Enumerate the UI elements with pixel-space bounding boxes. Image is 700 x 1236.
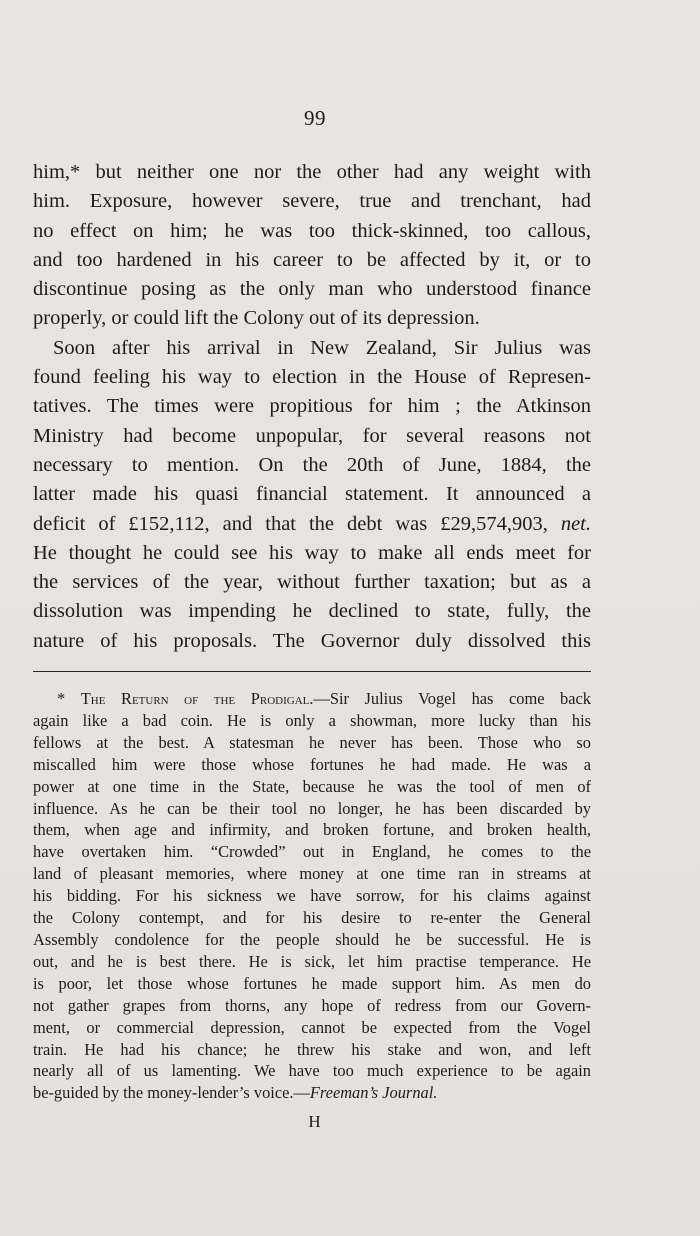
footnote-line: miscalled him were those whose fortunes he had made. He was a [33,754,591,774]
body-line: Ministry had become unpopular, for several reasons not [33,424,591,447]
paragraph-start-line: Soon after his arrival in New Zealand, Sir Julius was [53,336,591,359]
footnote-line: the Colony contempt, and for his desire to re-enter the General [33,908,591,928]
footnote-first-line-text: —Sir Julius Vogel has come back [313,689,591,708]
footnote-line: again like a bad coin. He is only a showman, more lucky than his [33,710,591,730]
footnote-line: his bidding. For his sickness we have sorrow, for his claims against [33,886,591,906]
footnote-line: train. He had his chance; he threw his stake and won, and left [33,1039,591,1059]
footnote-heading: The Return of the Prodigal. [80,689,314,708]
footnote-rule [33,671,591,672]
footnote-last-line [33,1082,591,1104]
footnote-first-line [33,688,591,710]
page-number: 99 [304,106,326,130]
body-line: nature of his proposals. The Governor duly dissolved this [33,629,591,652]
footnote-line: fellows at the best. A statesman he never has been. Those who so [33,732,591,752]
body-text [33,158,591,656]
body-line: him. Exposure, however severe, true and trenchant, had [33,190,591,213]
footnote-line: power at one time in the State, because he was the tool of men of [33,776,591,796]
body-line: and too hardened in his career to be affected by it, or to [33,248,591,271]
signature-mark: H [308,1112,322,1131]
body-line-text: deficit of £152,112, and that the debt was £29,574,903, [33,512,548,535]
body-line: no effect on him; he was too thick-skinned, too callous, [33,219,591,242]
body-line: him,* but neither one nor the other had any weight with [33,161,591,183]
body-line-with-italic [33,510,591,539]
footnote-line-text: be-guided by the money-lender’s voice.— [33,1083,310,1103]
body-line: discontinue posing as the only man who understood finance [33,278,591,301]
body-line: latter made his quasi financial statement. It announced a [33,483,591,506]
body-line: the services of the year, without further taxation; but as a [33,571,591,594]
footnote-line: land of pleasant memories, where money at one time ran in streams at [33,864,591,884]
italic-net: net. [560,512,591,535]
footnote-line: ment, or commercial depression, cannot be expected from the Vogel [33,1017,591,1037]
body-line: necessary to mention. On the 20th of June, 1884, the [33,453,591,476]
footnote-line: them, when age and infirmity, and broken fortune, and broken health, [33,820,591,840]
footnote-line: is poor, let those whose fortunes he made support him. As men do [33,973,591,993]
body-line: found feeling his way to election in the House of Represen- [33,366,591,389]
footnote-line: not gather grapes from thorns, any hope of redress from our Govern- [33,995,591,1015]
body-line: He thought he could see his way to make all ends meet for [33,541,591,564]
footnote-line: out, and he is best there. He is sick, let him practise temperance. He [33,951,591,971]
footnote-line: have overtaken him. “Crowded” out in England, he comes to the [33,842,591,862]
footnote [33,688,591,1104]
footnote-line: Assembly condolence for the people should he be successful. He is [33,929,591,949]
footnote-line: influence. As he can be their tool no longer, he has been discarded by [33,798,591,818]
footnote-line: nearly all of us lamenting. We have too much experience to be again [33,1061,591,1081]
footnote-source: Freeman’s Journal. [309,1083,438,1103]
footnote-marker: * [57,689,66,708]
body-line: tatives. The times were propitious for him ; the Atkinson [33,395,591,418]
body-line: dissolution was impending he declined to state, fully, the [33,600,591,623]
body-line: properly, or could lift the Colony out of its depression. [33,307,480,330]
